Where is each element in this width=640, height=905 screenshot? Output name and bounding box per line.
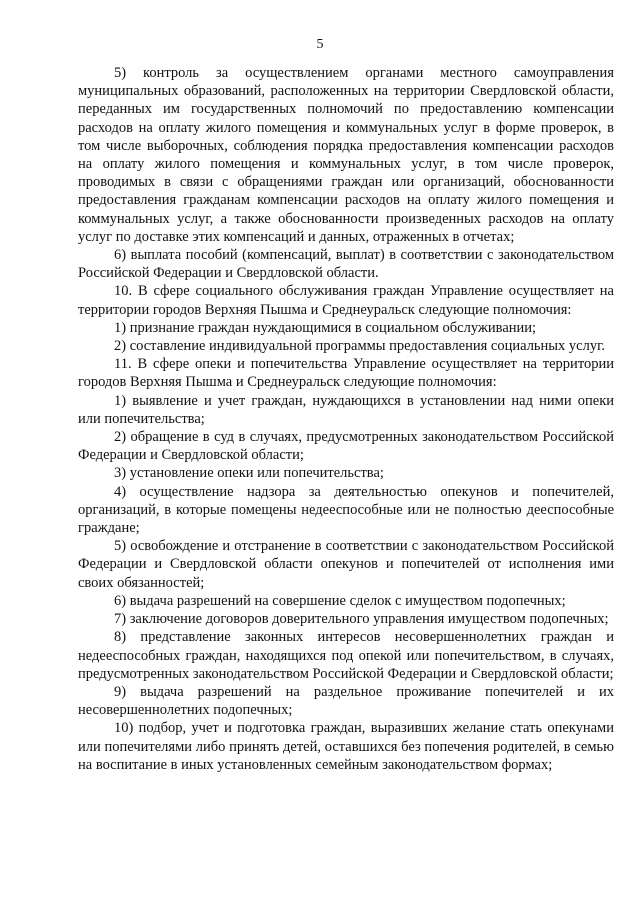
paragraph-item-5-control: 5) контроль за осуществлением органами местного самоуправления муниципальных образований, расположенных на территории Свердловской области, переданных им государственных полномочий по предоставлению компенсации расходов на оплату жилого помещения и коммунальных услуг в форме проверок, в том числе выборочных, соблюдения порядка предоставления компенсации расходов на оплату жилого помещения и коммунальных услуг, в том числе проверок, проводимых в связи с обращениями граждан или организаций, обоснованности предоставления гражданам компенсации расходов на оплату жилого помещения и коммунальных услуг, а также обоснованности произведенных расходов на оплату услуг по доставке этих компенсаций и данных, отраженных в отчетах; <box>78 65 614 245</box>
paragraph-item-7-trust: 7) заключение договоров доверительного управления имуществом подопечных; <box>114 611 609 628</box>
paragraph-section-11-guardianship: 11. В сфере опеки и попечительства Управление осуществляет на территории городов Верхняя Пышма и Среднеуральск следующие полномочия: <box>78 356 614 391</box>
paragraph-item-4-supervision: 4) осуществление надзора за деятельностью опекунов и попечителей, организаций, в которые помещены недееспособные или не полностью дееспособные граждане; <box>78 483 614 537</box>
paragraph-item-2-court: 2) обращение в суд в случаях, предусмотренных законодательством Российской Федерации и Свердловской области; <box>78 429 614 464</box>
paragraph-item-8-representation: 8) представление законных интересов несовершеннолетних граждан и недееспособных граждан, находящихся под опекой или попечительством, в случаях, предусмотренных законодательством Российской Федерации и Свердловской области; <box>78 629 614 682</box>
paragraph-item-9-separate-living: 9) выдача разрешений на раздельное проживание попечителей и их несовершеннолетних подопечных; <box>78 683 614 719</box>
paragraph-item-1-identification: 1) выявление и учет граждан, нуждающихся в установлении над ними опеки или попечительства; <box>78 392 614 427</box>
paragraph-section-10-social-service: 10. В сфере социального обслуживания граждан Управление осуществляет на территории городов Верхняя Пышма и Среднеуральск следующие полномочия: <box>78 283 614 318</box>
document-body <box>78 64 614 774</box>
page-number: 5 <box>316 37 324 52</box>
paragraph-item-6-permits: 6) выдача разрешений на совершение сделок с имуществом подопечных; <box>114 592 566 609</box>
paragraph-item-3-establishment: 3) установление опеки или попечительства; <box>114 465 384 482</box>
paragraph-item-5-release: 5) освобождение и отстранение в соответствии с законодательством Российской Федерации и Свердловской области опекунов и попечителей от исполнения ими своих обязанностей; <box>78 538 614 591</box>
paragraph-item-1-recognition: 1) признание граждан нуждающимися в социальном обслуживании; <box>114 319 537 336</box>
paragraph-item-6-payment: 6) выплата пособий (компенсаций, выплат) в соответствии с законодательством Российской Федерации и Свердловской области. <box>78 247 614 282</box>
paragraph-item-10-selection: 10) подбор, учет и подготовка граждан, выразивших желание стать опекунами или попечителями либо принять детей, оставшихся без попечения родителей, в семью на воспитание в иных установленных семейным законодательством формах; <box>78 720 614 773</box>
paragraph-item-2-program: 2) составление индивидуальной программы предоставления социальных услуг. <box>114 338 606 355</box>
